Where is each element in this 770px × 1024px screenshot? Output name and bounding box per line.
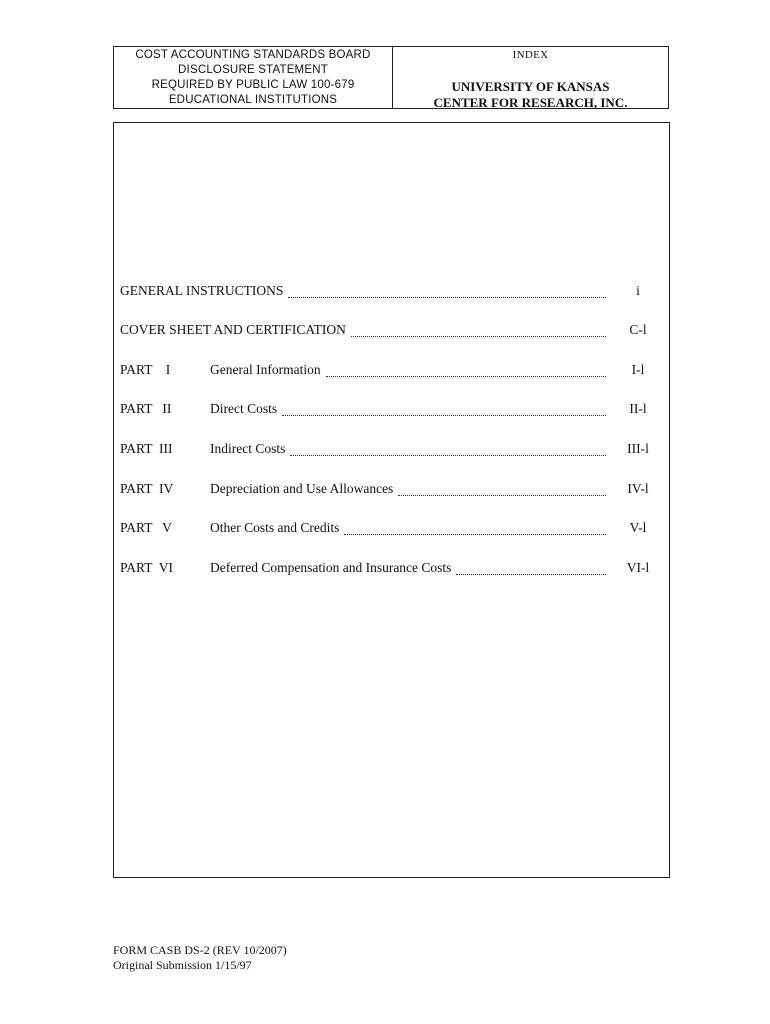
toc-title: Indirect Costs [210,441,288,457]
toc-row-part-ii[interactable] [120,401,658,419]
toc-title: Deferred Compensation and Insurance Costs [210,560,454,576]
organization-name [393,79,668,111]
toc-dot-leader [456,573,606,575]
organization-name-line-2: CENTER FOR RESEARCH, INC. [433,95,628,110]
toc-page-number: V-l [629,520,647,535]
toc-part-label: PART I [120,362,171,377]
toc-row-general-instructions[interactable] [120,283,658,301]
toc-row-part-iii[interactable] [120,441,658,459]
toc-title: General Information [210,362,324,378]
header-org-block [393,47,668,108]
index-content-box [113,122,670,878]
toc-dot-leader [344,533,606,535]
toc-dot-leader [290,454,606,456]
toc-row-cover-sheet[interactable] [120,322,658,340]
toc-page-number: I-l [631,362,645,377]
toc-row-part-vi[interactable] [120,560,658,578]
toc-part-label: PART IV [120,481,174,496]
organization-name-line-1: UNIVERSITY OF KANSAS [451,79,610,94]
toc-page-number: IV-l [627,481,649,496]
toc-part-label: PART V [120,520,172,535]
toc-dot-leader [398,494,606,496]
header-line-1: COST ACCOUNTING STANDARDS BOARD [135,48,371,61]
toc-row-part-v[interactable] [120,520,658,538]
header-line-2: DISCLOSURE STATEMENT [178,63,328,76]
form-number: FORM CASB DS-2 (REV 10/2007) [113,943,287,957]
toc-part-label: PART III [120,441,173,456]
toc-dot-leader [326,375,606,377]
toc-page-number: C-l [629,322,647,337]
toc-page-number: VI-l [626,560,650,575]
submission-date: Original Submission 1/15/97 [113,958,252,972]
toc-title: Other Costs and Credits [210,520,342,536]
toc-row-part-i[interactable] [120,362,658,380]
index-label: INDEX [512,49,549,61]
toc-row-part-iv[interactable] [120,481,658,499]
header-line-3: REQUIRED BY PUBLIC LAW 100-679 [151,78,355,91]
toc-title: Direct Costs [210,401,280,417]
toc-dot-leader [351,335,606,337]
toc-page-number: II-l [629,401,647,416]
toc-part-label: PART VI [120,560,173,575]
toc-page-number: III-l [627,441,649,456]
header-line-4: EDUCATIONAL INSTITUTIONS [168,93,338,106]
toc-title: GENERAL INSTRUCTIONS [120,283,286,299]
toc-title: Depreciation and Use Allowances [210,481,396,497]
toc-page-number: i [636,283,640,298]
toc-title: COVER SHEET AND CERTIFICATION [120,322,349,338]
toc-dot-leader [282,414,606,416]
document-footer [113,943,287,973]
document-header [113,46,669,109]
toc-part-label: PART II [120,401,172,416]
header-title-block [114,47,393,108]
toc-dot-leader [288,296,606,298]
